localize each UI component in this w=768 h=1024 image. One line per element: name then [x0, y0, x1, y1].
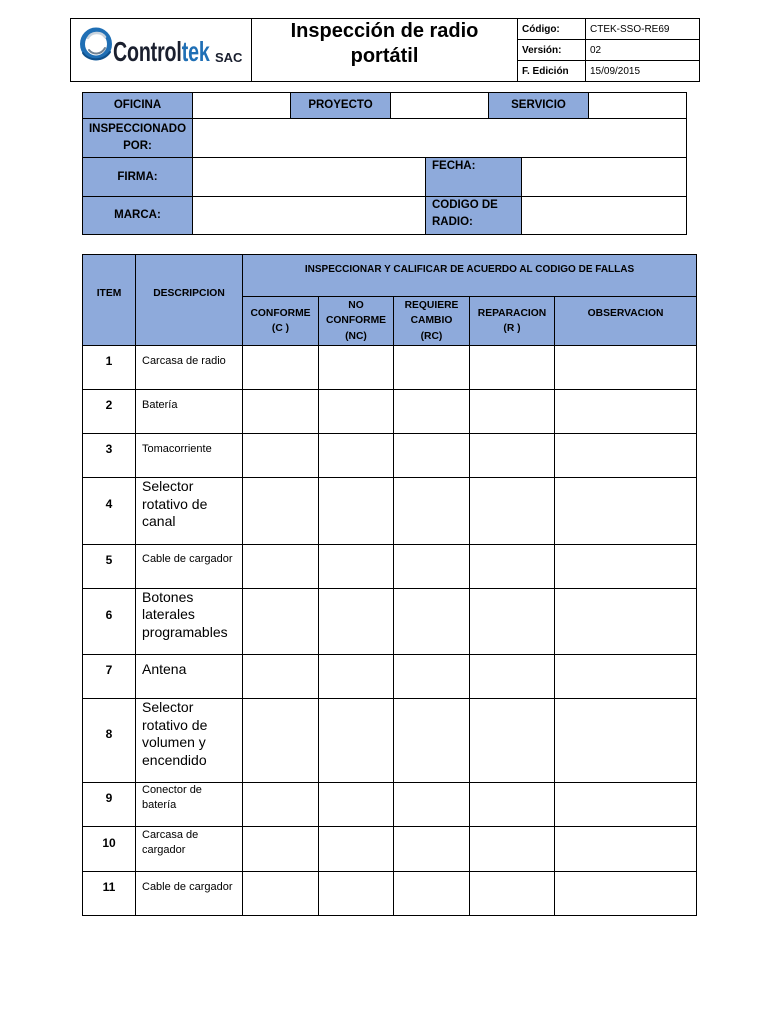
no-conforme-cell — [319, 434, 394, 478]
logo-wordmark — [113, 38, 210, 66]
requiere-cambio-column-header — [394, 297, 470, 346]
checklist-row — [83, 478, 697, 545]
item-number: 8 — [83, 699, 136, 783]
item-description: Selector rotativo de canal — [142, 478, 208, 529]
conforme-cell — [243, 783, 319, 827]
reparacion-cell — [470, 872, 555, 916]
reparacion-cell — [470, 478, 555, 545]
item-description-cell — [136, 872, 243, 916]
inspection-info-table — [82, 92, 687, 235]
info-row — [83, 197, 687, 235]
reparacion-cell — [470, 699, 555, 783]
servicio-field — [589, 93, 687, 119]
document-header — [70, 18, 700, 82]
item-number: 9 — [83, 783, 136, 827]
header-line: CONFORME — [250, 307, 311, 319]
no-conforme-cell — [319, 544, 394, 588]
header-line: (C ) — [271, 323, 290, 334]
conforme-cell — [243, 346, 319, 390]
item-description-cell — [136, 588, 243, 655]
conforme-cell — [243, 434, 319, 478]
requiere-cambio-cell — [394, 588, 470, 655]
item-description-cell — [136, 478, 243, 545]
conforme-column-header — [243, 297, 319, 346]
reparacion-cell — [470, 783, 555, 827]
item-description-cell — [136, 827, 243, 872]
header-line: (RC) — [420, 330, 443, 342]
checklist-row — [83, 655, 697, 699]
marca-label: MARCA: — [83, 197, 193, 235]
checklist-row — [83, 588, 697, 655]
no-conforme-cell — [319, 827, 394, 872]
observacion-column-header: OBSERVACION — [555, 297, 697, 346]
header-line: (R ) — [503, 323, 521, 334]
observacion-cell — [555, 434, 697, 478]
header-line: (NC) — [345, 330, 367, 342]
info-row — [83, 93, 687, 119]
codigo-radio-label: CODIGO DE RADIO: — [426, 197, 522, 235]
checklist-body — [83, 346, 697, 916]
conforme-cell — [243, 655, 319, 699]
item-description: Cable de cargador — [142, 553, 233, 565]
item-number: 10 — [83, 827, 136, 872]
no-conforme-cell — [319, 390, 394, 434]
fecha-edicion-label: F. Edición — [518, 61, 586, 82]
no-conforme-cell — [319, 346, 394, 390]
checklist-row — [83, 872, 697, 916]
info-row — [83, 119, 687, 158]
item-description-cell — [136, 655, 243, 699]
conforme-cell — [243, 588, 319, 655]
codigo-label: Código: — [518, 19, 586, 40]
conforme-cell — [243, 390, 319, 434]
logo-cell — [71, 19, 252, 82]
marca-field — [193, 197, 426, 235]
document-title-cell — [252, 19, 518, 82]
requiere-cambio-cell — [394, 346, 470, 390]
item-number: 7 — [83, 655, 136, 699]
no-conforme-cell — [319, 478, 394, 545]
item-description-cell — [136, 346, 243, 390]
item-description-cell — [136, 783, 243, 827]
item-number: 11 — [83, 872, 136, 916]
item-description-cell — [136, 699, 243, 783]
observacion-cell — [555, 588, 697, 655]
item-number: 1 — [83, 346, 136, 390]
reparacion-cell — [470, 655, 555, 699]
requiere-cambio-cell — [394, 544, 470, 588]
descripcion-column-header: DESCRIPCION — [136, 255, 243, 346]
checklist-row — [83, 827, 697, 872]
observacion-cell — [555, 478, 697, 545]
header-line: REPARACION — [477, 307, 547, 319]
no-conforme-cell — [319, 588, 394, 655]
item-number: 3 — [83, 434, 136, 478]
header-line: CAMBIO — [410, 315, 453, 327]
logo-suffix: SAC — [215, 50, 243, 65]
conforme-cell — [243, 544, 319, 588]
item-description: Botones laterales programables — [142, 588, 228, 640]
header-line: NO — [348, 299, 364, 311]
item-number: 6 — [83, 588, 136, 655]
fecha-field — [522, 158, 687, 197]
reparacion-cell — [470, 827, 555, 872]
requiere-cambio-cell — [394, 783, 470, 827]
version-value: 02 — [586, 40, 700, 61]
inspection-checklist-table — [82, 254, 697, 916]
item-description: Selector rotativo de volumen y encendido — [142, 699, 208, 768]
controltek-swirl-logo-icon — [79, 27, 113, 63]
item-number: 5 — [83, 544, 136, 588]
item-description-cell — [136, 434, 243, 478]
requiere-cambio-cell — [394, 390, 470, 434]
reparacion-column-header — [470, 297, 555, 346]
reparacion-cell — [470, 346, 555, 390]
servicio-label: SERVICIO — [489, 93, 589, 119]
conforme-cell — [243, 699, 319, 783]
item-description: Carcasa de cargador — [142, 828, 199, 856]
observacion-cell — [555, 655, 697, 699]
fecha-edicion-value: 15/09/2015 — [586, 61, 700, 82]
header-line: REQUIERE — [404, 299, 459, 311]
firma-field — [193, 158, 426, 197]
proyecto-field — [391, 93, 489, 119]
no-conforme-cell — [319, 655, 394, 699]
header-line: CONFORME — [325, 315, 387, 327]
item-description: Batería — [142, 398, 178, 411]
no-conforme-cell — [319, 783, 394, 827]
logo-word-accent: tek — [181, 36, 210, 67]
observacion-cell — [555, 827, 697, 872]
reparacion-cell — [470, 390, 555, 434]
item-description-cell — [136, 390, 243, 434]
document-title: Inspección de radio portátil — [290, 20, 479, 67]
item-description: Tomacorriente — [142, 442, 212, 455]
checklist-row — [83, 544, 697, 588]
checklist-row — [83, 390, 697, 434]
item-description: Carcasa de radio — [142, 354, 226, 367]
checklist-row — [83, 783, 697, 827]
info-row — [83, 158, 687, 197]
version-label: Versión: — [518, 40, 586, 61]
observacion-cell — [555, 544, 697, 588]
observacion-cell — [555, 346, 697, 390]
codigo-radio-field — [522, 197, 687, 235]
firma-label: FIRMA: — [83, 158, 193, 197]
proyecto-label: PROYECTO — [291, 93, 391, 119]
inspeccionado-por-field — [193, 119, 687, 158]
checklist-row — [83, 346, 697, 390]
item-number: 2 — [83, 390, 136, 434]
item-description-cell — [136, 544, 243, 588]
inspection-criteria-header: INSPECCIONAR Y CALIFICAR DE ACUERDO AL CODIGO DE FALLAS — [243, 255, 697, 297]
item-description: Antena — [142, 661, 187, 678]
observacion-cell — [555, 390, 697, 434]
observacion-cell — [555, 699, 697, 783]
requiere-cambio-cell — [394, 655, 470, 699]
checklist-header — [83, 255, 697, 346]
observacion-cell — [555, 783, 697, 827]
codigo-value: CTEK-SSO-RE69 — [586, 19, 700, 40]
reparacion-cell — [470, 544, 555, 588]
no-conforme-column-header — [319, 297, 394, 346]
item-description: Conector de batería — [142, 784, 202, 811]
requiere-cambio-cell — [394, 699, 470, 783]
inspeccionado-por-label: INSPECCIONADO POR: — [83, 119, 193, 158]
logo-word-main: Control — [113, 36, 182, 67]
fecha-label: FECHA: — [426, 158, 522, 197]
reparacion-cell — [470, 588, 555, 655]
checklist-header-row — [83, 255, 697, 297]
conforme-cell — [243, 478, 319, 545]
item-description: Cable de cargador — [142, 880, 233, 893]
requiere-cambio-cell — [394, 827, 470, 872]
item-column-header: ITEM — [83, 255, 136, 346]
oficina-field — [193, 93, 291, 119]
observacion-cell — [555, 872, 697, 916]
no-conforme-cell — [319, 699, 394, 783]
no-conforme-cell — [319, 872, 394, 916]
oficina-label: OFICINA — [83, 93, 193, 119]
checklist-row — [83, 699, 697, 783]
conforme-cell — [243, 827, 319, 872]
requiere-cambio-cell — [394, 478, 470, 545]
reparacion-cell — [470, 434, 555, 478]
item-number: 4 — [83, 478, 136, 545]
conforme-cell — [243, 872, 319, 916]
requiere-cambio-cell — [394, 872, 470, 916]
requiere-cambio-cell — [394, 434, 470, 478]
checklist-row — [83, 434, 697, 478]
